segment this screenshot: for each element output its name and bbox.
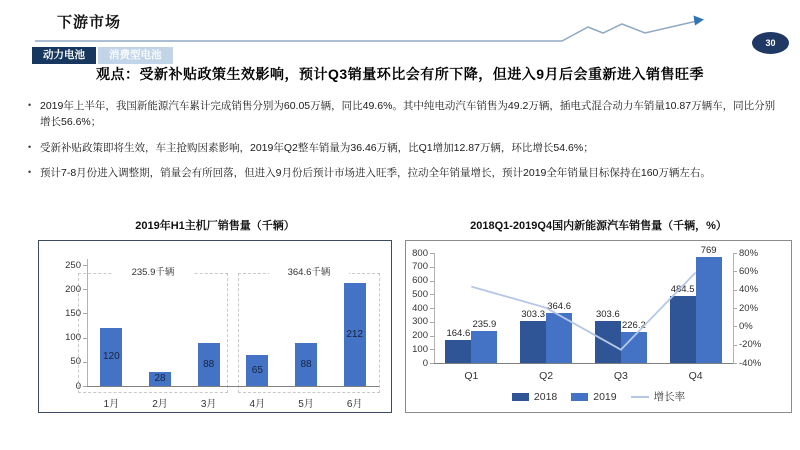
x-axis-category-label: 4月	[249, 399, 266, 410]
x-axis-category-label: 1月	[103, 399, 120, 410]
right-chart-panel	[405, 240, 792, 413]
x-axis-category-label: Q2	[539, 370, 554, 382]
y2-axis-tick-label: -40%	[739, 357, 762, 369]
y-axis-line	[87, 259, 88, 386]
x-axis-category-label: 2月	[152, 399, 168, 410]
bar-value-label: 484.5	[670, 284, 695, 295]
x-axis-line	[87, 386, 379, 387]
x-axis-category-label: 3月	[200, 399, 217, 410]
y-axis-tick-label: 500	[412, 288, 428, 300]
bar-value-label: 164.6	[446, 328, 471, 339]
y2-axis-tick-label: 20%	[739, 302, 759, 314]
y2-axis-tick-label: -20%	[739, 339, 762, 351]
bar-value-label: 364.6	[547, 301, 572, 312]
left-chart-panel	[38, 240, 392, 413]
legend-label: 2018	[533, 390, 558, 403]
viewpoint-headline: 观点：受新补贴政策生效影响，预计Q3销量环比会有所下降，但进入9月后会重新进入销售旺季	[96, 66, 704, 82]
bullet-marker-icon: •	[28, 166, 32, 177]
y-axis-tick-label: 100	[65, 332, 81, 344]
y2-axis-tick-label: 60%	[739, 265, 759, 277]
y-axis-tick-label: 400	[412, 302, 428, 314]
bullet-text: 预计7-8月份进入调整期，销量会有所回落，但进入9月份后预计市场进入旺季，拉动全年销量增长，预计2019全年销量目标保持在160万辆左右。	[40, 166, 711, 179]
legend-item	[631, 389, 686, 404]
bar-value-label: 769	[700, 245, 717, 256]
annotation-label: 364.6千辆	[269, 267, 349, 278]
y2-axis-tick-label: 40%	[739, 284, 759, 296]
bullet-item	[28, 140, 776, 156]
tab-power-battery[interactable]: 动力电池	[32, 47, 96, 64]
bullet-item	[28, 98, 776, 131]
bar	[520, 321, 546, 363]
bar	[445, 340, 471, 363]
bar	[471, 331, 497, 363]
legend-label: 增长率	[653, 391, 686, 403]
legend-item	[512, 391, 557, 403]
legend-swatch	[512, 393, 529, 401]
annotation-label: 235.9千辆	[113, 267, 193, 278]
page-number-badge	[752, 32, 789, 54]
bar-value-label: 28	[154, 373, 166, 384]
y-axis-tick-label: 200	[412, 330, 428, 341]
legend-swatch	[571, 393, 588, 401]
x-axis-line	[434, 363, 733, 364]
y2-axis-tick-label: 0%	[739, 320, 753, 332]
bar-value-label: 235.9	[472, 319, 497, 330]
y-axis-tick-label: 100	[412, 343, 428, 355]
x-axis-category-label: Q1	[464, 370, 479, 382]
bar-value-label: 88	[203, 358, 215, 370]
y-axis-tick-label: 150	[65, 307, 81, 319]
bar	[670, 296, 696, 363]
y-axis-tick-label: 200	[65, 283, 81, 295]
x-axis-category-label: Q4	[688, 370, 703, 382]
bullet-item	[28, 165, 776, 181]
x-axis-category-label: 5月	[298, 399, 314, 410]
y-axis-tick-label: 0	[75, 380, 81, 392]
page-title: 下游市场	[57, 14, 122, 31]
bar-value-label: 303.6	[595, 309, 620, 320]
y-axis-tick-label: 600	[412, 275, 428, 286]
y-axis-line	[434, 253, 435, 363]
bar-value-label: 226.2	[621, 320, 646, 331]
legend-line-swatch	[631, 396, 649, 398]
legend-item	[571, 391, 616, 403]
tab-bar	[32, 47, 173, 64]
bullet-list	[28, 98, 776, 190]
left-chart-title: 2019年H1主机厂销售量（千辆）	[135, 220, 295, 232]
x-axis-category-label: Q3	[613, 370, 628, 382]
bullet-text: 受新补贴政策即将生效，车主抢购因素影响，2019年Q2整车销量为36.46万辆，比Q1增加12.87万辆，环比增长54.6%；	[40, 141, 594, 154]
bar-value-label: 212	[346, 328, 363, 340]
y-axis-tick-label: 800	[412, 247, 428, 259]
bar-value-label: 120	[102, 351, 120, 362]
bullet-marker-icon: •	[28, 141, 32, 152]
y-axis-tick-label: 700	[412, 261, 428, 273]
y-axis-tick-label: 50	[70, 356, 81, 368]
bar	[621, 332, 647, 363]
y-axis-tick-label: 300	[412, 316, 428, 328]
x-axis-category-label: 6月	[346, 399, 363, 410]
y2-axis-line	[733, 253, 734, 363]
chart-legend	[406, 389, 791, 404]
bar-value-label: 65	[251, 364, 263, 376]
legend-label: 2019	[593, 390, 617, 403]
bullet-text: 2019年上半年，我国新能源汽车累计完成销售分别为60.05万辆，同比49.6%。其中纯电动汽车销售为49.2万辆，插电式混合动力车销量10.87万辆车，同比分别增长56.6%；	[40, 100, 776, 129]
tab-consumer-battery[interactable]: 消费型电池	[98, 47, 173, 64]
y-axis-tick-label: 250	[65, 259, 81, 271]
bar-value-label: 88	[300, 358, 312, 370]
bar-value-label: 303.3	[521, 309, 546, 320]
bar	[696, 257, 722, 363]
y-axis-tick-label: 0	[422, 357, 428, 369]
y2-axis-tick-label: 80%	[739, 247, 759, 259]
right-chart-title: 2018Q1-2019Q4国内新能源汽车销售量（千辆，%）	[470, 220, 727, 232]
y2-axis-tick-mark	[733, 363, 737, 364]
bullet-marker-icon: •	[28, 100, 32, 110]
page-number: 30	[765, 38, 776, 48]
bar	[546, 313, 572, 363]
